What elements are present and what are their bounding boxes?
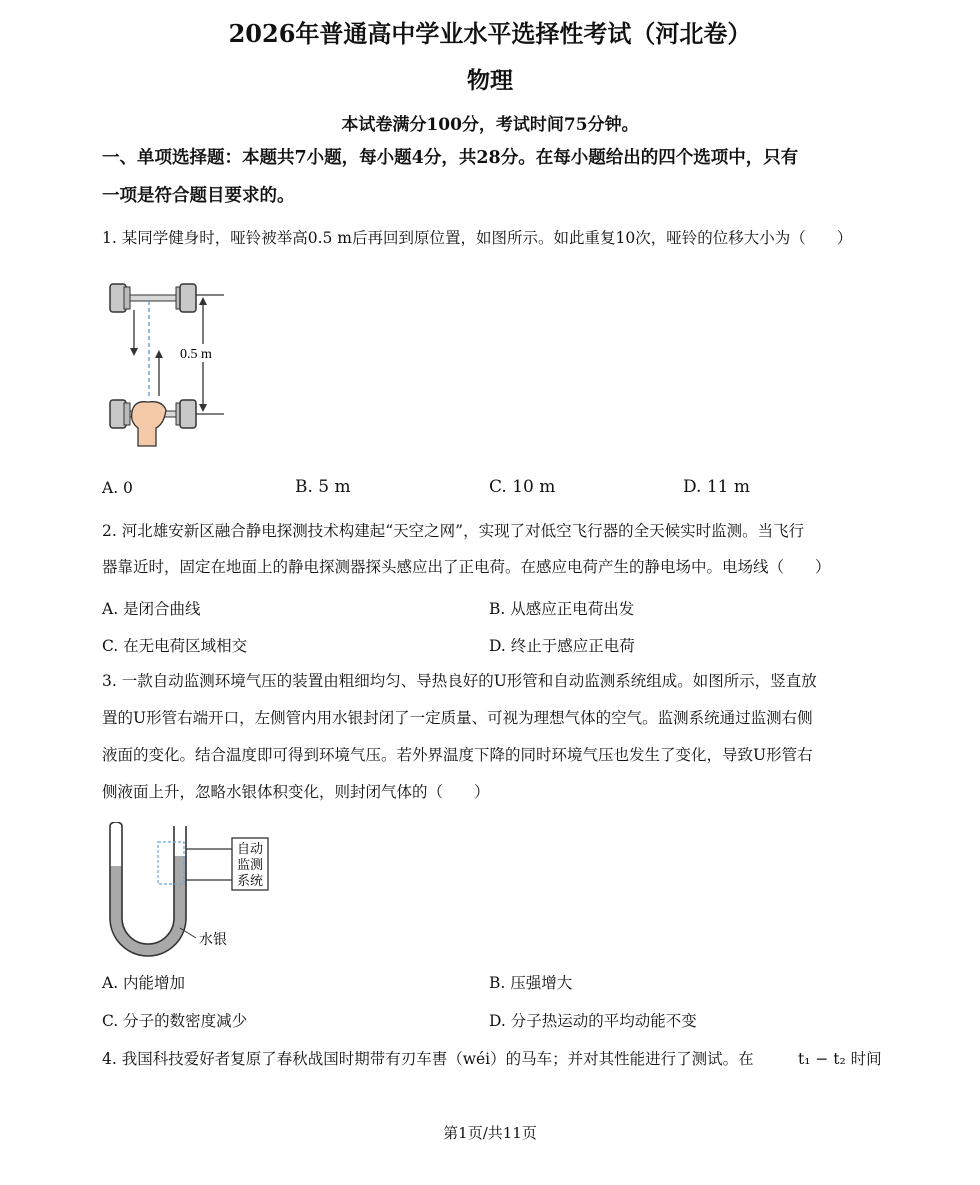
system-label-1: 自动 [236, 841, 264, 856]
question-1-text: 1. 某同学健身时，哑铃被举高0.5 m后再回到原位置，如图所示。如此重复10次，哑铃的位移大小为（ ） [102, 229, 853, 247]
section-heading-line1: 一、单项选择题：本题共7小题，每小题4分，共28分。在每小题给出的四个选项中，只有 [102, 148, 799, 168]
q1-option-b[interactable]: B. 5 m [295, 477, 351, 497]
question-4-text: 4. 我国科技爱好者复原了春秋战国时期带有刃车軎（wéi）的马车；并对其性能进行了测试。在 [102, 1050, 754, 1068]
question-2-line1: 2. 河北雄安新区融合静电探测技术构建起“天空之网”，实现了对低空飞行器的全天候实时监测。当飞行 [102, 522, 805, 540]
u-tube-figure [104, 822, 274, 958]
q2-option-a[interactable]: A. 是闭合曲线 [102, 600, 201, 618]
q3-option-a[interactable]: A. 内能增加 [102, 974, 186, 992]
system-label-2: 监测 [236, 857, 264, 872]
question-4-tail: t₁ − t₂ 时间 [798, 1050, 882, 1068]
hand-icon [132, 402, 166, 446]
q3-option-d[interactable]: D. 分子热运动的平均动能不变 [489, 1012, 697, 1030]
exam-info: 本试卷满分100分，考试时间75分钟。 [341, 115, 639, 135]
question-3-line1: 3. 一款自动监测环境气压的装置由粗细均匀、导热良好的U形管和自动监测系统组成。如图所示，竖直放 [102, 672, 817, 690]
q2-option-d[interactable]: D. 终止于感应正电荷 [489, 637, 635, 655]
q2-option-b[interactable]: B. 从感应正电荷出发 [489, 600, 635, 618]
height-label: 0.5 m [180, 347, 212, 362]
question-2-line2: 器靠近时，固定在地面上的静电探测器探头感应出了正电荷。在感应电荷产生的静电场中。电场线（ ） [102, 558, 831, 576]
q3-option-b[interactable]: B. 压强增大 [489, 974, 573, 992]
section-heading-line2: 一项是符合题目要求的。 [102, 186, 295, 206]
exam-title: 2026年普通高中学业水平选择性考试（河北卷） [228, 19, 752, 48]
question-3-line2: 置的U形管右端开口，左侧管内用水银封闭了一定质量、可视为理想气体的空气。监测系统通过监测右侧 [102, 709, 813, 727]
question-3-line4: 侧液面上升，忽略水银体积变化，则封闭气体的（ ） [102, 783, 490, 801]
dumbbell-figure [104, 278, 234, 454]
system-label-3: 系统 [236, 873, 264, 888]
q2-option-c[interactable]: C. 在无电荷区域相交 [102, 637, 248, 655]
q1-option-d[interactable]: D. 11 m [683, 477, 750, 497]
q3-option-c[interactable]: C. 分子的数密度减少 [102, 1012, 248, 1030]
mercury-label: 水银 [199, 933, 227, 948]
page-number: 第1页/共11页 [443, 1124, 537, 1142]
q1-option-c[interactable]: C. 10 m [489, 477, 556, 497]
q1-option-a[interactable]: A. 0 [102, 479, 133, 497]
subject-title: 物理 [467, 67, 513, 94]
question-3-line3: 液面的变化。结合温度即可得到环境气压。若外界温度下降的同时环境气压也发生了变化，导致U形管右 [102, 746, 813, 764]
